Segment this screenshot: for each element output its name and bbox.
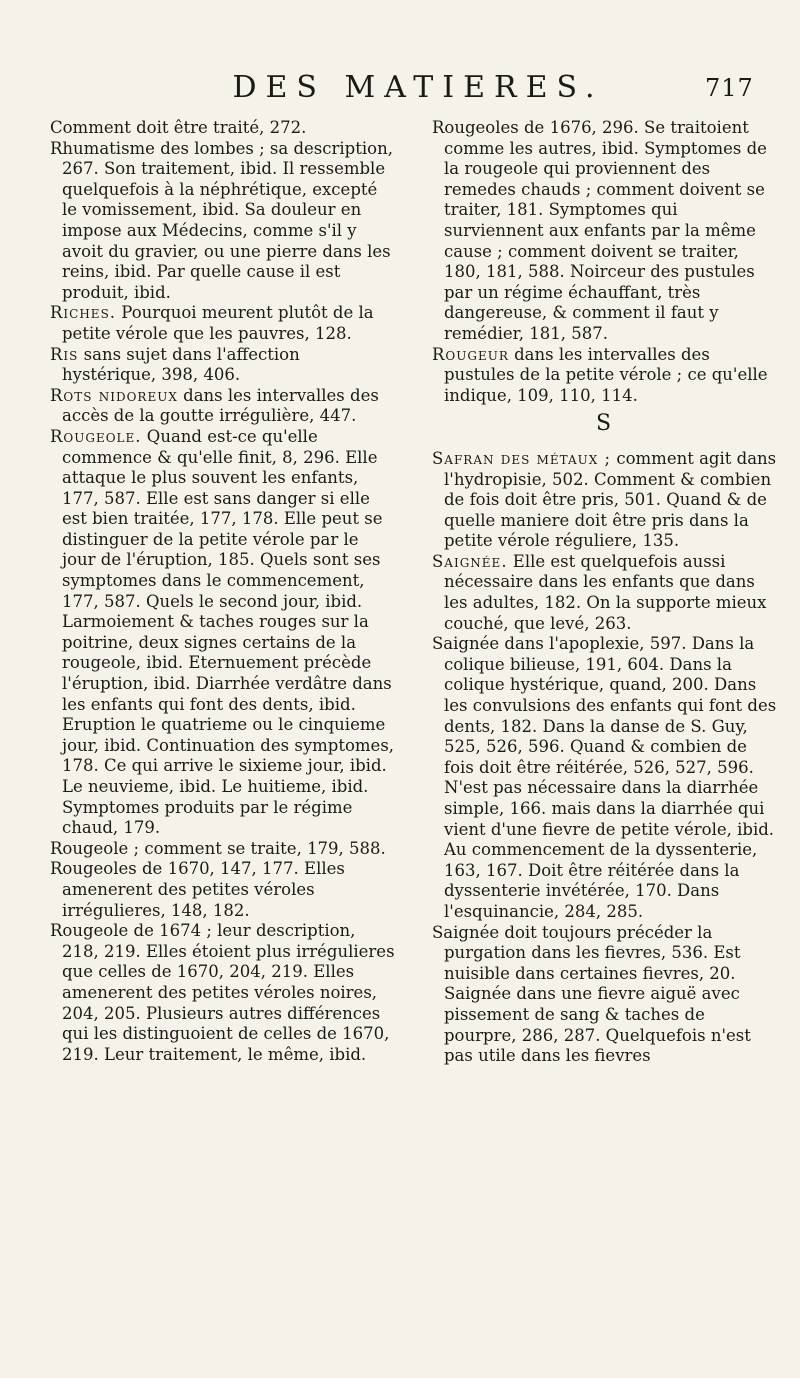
index-entry	[50, 427, 395, 839]
entry-headword: Saignée.	[432, 551, 508, 571]
index-entry	[432, 923, 777, 1067]
page-header	[0, 70, 800, 114]
entry-headword: Rougeur	[432, 344, 509, 364]
entry-text: Saignée dans l'apoplexie, 597. Dans la colique bilieuse, 191, 604. Dans la colique hystérique, quand, 200. Dans les convulsions des enfants qui font des dents, 182. Dans la danse de S. Guy, 525, 526, 596. Quand & combien de fois doit être réitérée, 526, 527, 596. N'est pas nécessaire dans la diarrhée simple, 166. mais dans la diarrhée qui vient d'une fievre de petite vérole, ibid. Au commencement de la dyssenterie, 163, 167. Doit être réitérée dans la dyssenterie invétérée, 170. Dans l'esquinancie, 284, 285.	[432, 634, 777, 921]
index-entry	[432, 118, 777, 345]
entry-text: Rougeoles de 1670, 147, 177. Elles amenerent des petites véroles irrégulieres, 148, 182.	[50, 859, 345, 920]
entry-headword: Rougeole.	[50, 426, 142, 446]
entry-text: dans les intervalles des accès de la goutte irrégulière, 447.	[62, 385, 379, 426]
entry-text: sans sujet dans l'affection hystérique, 398, 406.	[62, 344, 300, 385]
section-letter: S	[595, 411, 614, 437]
entry-text: Comment doit être traité, 272.	[50, 118, 307, 137]
index-entry	[50, 139, 395, 304]
page-number: 717	[705, 74, 754, 102]
running-title: DES MATIERES.	[232, 70, 604, 105]
index-entry	[50, 303, 395, 344]
entry-headword: Rots nidoreux	[50, 385, 178, 405]
left-column	[50, 118, 395, 1065]
index-entry	[432, 634, 777, 922]
entry-headword: Riches.	[50, 303, 117, 323]
entry-text: Elle est quelquefois aussi nécessaire dans les enfants que dans les adultes, 182. On la supporte mieux couché, que levé, 263.	[444, 551, 767, 633]
entry-headword: Safran des métaux ;	[432, 448, 612, 468]
entry-text: dans les intervalles des pustules de la petite vérole ; ce qu'elle indique, 109, 110, 114.	[444, 344, 768, 405]
entry-text: Rhumatisme des lombes ; sa description, 267. Son traitement, ibid. Il ressemble quelquefois à la néphrétique, excepté le vomissement, ibid. Sa douleur en impose aux Médecins, comme s'il y avoit du gravier, ou une pierre dans les reins, ibid. Par quelle cause il est produit, ibid.	[50, 138, 393, 302]
entry-headword: Ris	[50, 344, 79, 364]
right-column-r-entries	[432, 118, 777, 406]
index-entry	[50, 386, 395, 427]
index-entry	[432, 345, 777, 407]
entry-text: Pourquoi meurent plutôt de la petite vérole que les pauvres, 128.	[62, 303, 374, 343]
index-entry	[50, 118, 395, 139]
index-entry	[432, 552, 777, 634]
index-entry	[50, 345, 395, 386]
index-entry	[432, 449, 777, 552]
right-column-s-entries	[432, 449, 777, 1067]
entry-text: Saignée doit toujours précéder la purgation dans les fievres, 536. Est nuisible dans certaines fievres, 20. Saignée dans une fievre aiguë avec pissement de sang & taches de pourpre, 286, 287. Quelquefois n'est pas utile dans les fievres	[432, 922, 751, 1066]
index-entry	[50, 859, 395, 921]
right-column	[432, 118, 777, 1067]
entry-text: Rougeole de 1674 ; leur description, 218, 219. Elles étoient plus irrégulieres que celles de 1670, 204, 219. Elles amenerent des petites véroles noires, 204, 205. Plusieurs autres différences qui les distinguoient de celles de 1670, 219. Leur traitement, le même, ibid.	[50, 921, 395, 1064]
entry-text: Quand est-ce qu'elle commence & qu'elle finit, 8, 296. Elle attaque le plus souvent les enfants, 177, 587. Elle est sans danger si elle est bien traitée, 177, 178. Elle peut se distinguer de la petite vérole par le jour de l'éruption, 185. Quels sont ses symptomes dans le commencement, 177, 587. Quels le second jour, ibid. Larmoiement & taches rouges sur la poitrine, deux signes certains de la rougeole, ibid. Eternuement précède l'éruption, ibid. Diarrhée verdâtre dans les enfants qui font des dents, ibid. Eruption le quatrieme ou le cinquieme jour, ibid. Continuation des symptomes, 178. Ce qui arrive le sixieme jour, ibid. Le neuvieme, ibid. Le huitieme, ibid. Symptomes produits par le régime chaud, 179.	[62, 426, 395, 838]
index-entry	[50, 839, 395, 860]
entry-text: Rougeole ; comment se traite, 179, 588.	[50, 838, 386, 858]
index-entry	[50, 921, 395, 1065]
entry-text: Rougeoles de 1676, 296. Se traitoient comme les autres, ibid. Symptomes de la rougeole qui proviennent des remedes chauds ; comment doivent se traiter, 181. Symptomes qui surviennent aux enfants par la même cause ; comment doivent se traiter, 180, 181, 588. Noirceur des pustules par un régime échauffant, très dangereuse, & comment il faut y remédier, 181, 587.	[432, 118, 767, 343]
entry-text: comment agit dans l'hydropisie, 502. Comment & combien de fois doit être pris, 501. Quand & de quelle maniere doit être pris dans la petite vérole réguliere, 135.	[444, 448, 777, 551]
